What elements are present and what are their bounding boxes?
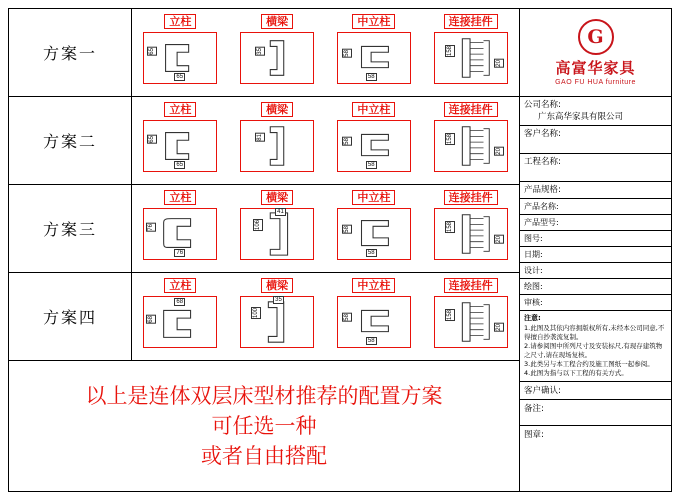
bracket-profile-icon — [435, 297, 507, 347]
part-cell-bracket[interactable] — [422, 97, 519, 184]
dimension-horizontal: 58 — [367, 162, 375, 168]
part-title: 横梁 — [261, 14, 293, 29]
dimension-horizontal: 58 — [367, 74, 375, 80]
part-title: 中立柱 — [352, 278, 395, 293]
notice-line: 1.此图及其依内容拥版权所有,未经本公司同意,不得擅自抄袭流复制。 — [524, 324, 665, 341]
dimension-secondary: 20 — [495, 148, 502, 155]
part-drawing — [240, 296, 314, 348]
dimension-secondary: 20 — [495, 60, 502, 67]
part-drawing — [337, 208, 411, 260]
part-drawing — [143, 296, 217, 348]
part-cell-mid-post[interactable] — [326, 185, 423, 272]
notice-title: 注意: — [524, 314, 541, 322]
field-label: 日期: — [524, 250, 543, 259]
dimension-vertical: 58 — [343, 314, 350, 321]
option-label: 方案二 — [9, 97, 132, 184]
field-drawing-no[interactable] — [520, 231, 671, 247]
title-block — [519, 9, 671, 491]
part-title: 连接挂件 — [444, 278, 498, 293]
part-cell-mid-post[interactable] — [326, 273, 423, 360]
option-label: 方案三 — [9, 185, 132, 272]
dimension-vertical: 65 — [149, 136, 156, 143]
company-logo — [520, 9, 671, 97]
dimension-horizontal: 41 — [277, 209, 284, 215]
customer-confirm-field[interactable]: 客户确认: — [520, 382, 671, 400]
part-cell-mid-post[interactable] — [326, 97, 423, 184]
dimension-secondary: 20 — [495, 324, 502, 331]
part-title: 中立柱 — [352, 14, 395, 29]
part-drawing — [337, 296, 411, 348]
beam-profile-icon — [241, 33, 313, 83]
dimension-vertical: 81 — [257, 134, 264, 141]
part-title: 立柱 — [164, 14, 196, 29]
field-company[interactable] — [520, 97, 671, 126]
part-cell-beam[interactable] — [229, 97, 326, 184]
part-cell-beam[interactable] — [229, 273, 326, 360]
field-product-name[interactable] — [520, 199, 671, 215]
dimension-horizontal: 65 — [176, 74, 184, 80]
part-drawing — [143, 32, 217, 84]
field-designer[interactable] — [520, 263, 671, 279]
part-cell-post[interactable] — [132, 97, 229, 184]
bracket-profile-icon — [435, 33, 507, 83]
company-name-en: GAO FU HUA furniture — [555, 79, 636, 86]
field-label: 公司名称: — [524, 100, 561, 110]
field-label: 产品型号: — [524, 218, 559, 227]
part-cell-bracket[interactable] — [422, 273, 519, 360]
logo-mark-letter: G — [587, 25, 604, 48]
part-title: 横梁 — [261, 102, 293, 117]
dimension-vertical: 58 — [343, 226, 350, 233]
part-title: 中立柱 — [352, 190, 395, 205]
dimension-vertical: 58 — [343, 138, 350, 145]
field-project[interactable] — [520, 154, 671, 182]
part-drawing — [240, 208, 314, 260]
info-fields — [520, 97, 671, 311]
field-checker[interactable] — [520, 295, 671, 311]
note-line-2: 可任选一种 — [211, 414, 317, 438]
option-cells — [132, 9, 519, 96]
part-drawing — [434, 208, 508, 260]
dimension-vertical: 100 — [253, 308, 260, 319]
part-drawing — [434, 32, 508, 84]
summary-note — [9, 361, 519, 491]
notice-line: 3.此类另与本工程合约及施工图纸一起参阅。 — [524, 360, 654, 368]
part-title: 连接挂件 — [444, 14, 498, 29]
part-title: 中立柱 — [352, 102, 395, 117]
notice-line: 4.此图为指与以下工程的有关方式。 — [524, 369, 628, 377]
field-label: 产品规格: — [524, 185, 561, 195]
sheet-content — [9, 9, 671, 491]
part-cell-post[interactable] — [132, 273, 229, 360]
part-drawing — [434, 296, 508, 348]
part-cell-beam[interactable] — [229, 9, 326, 96]
dimension-horizontal: 58 — [367, 338, 375, 344]
option-cells — [132, 273, 519, 360]
part-title: 连接挂件 — [444, 190, 498, 205]
part-title: 连接挂件 — [444, 102, 498, 117]
field-label: 工程名称: — [524, 157, 561, 167]
logo-mark-icon — [578, 19, 614, 55]
part-drawing — [143, 208, 217, 260]
notice-line: 2.请参阅图中所列尺寸及安装标尺,有现存建筑物之尺寸,请在现场复核。 — [524, 342, 663, 359]
dimension-vertical: 35 — [257, 48, 264, 55]
beam-profile-icon — [241, 121, 313, 171]
field-label: 设计: — [524, 266, 543, 275]
field-label: 产品名称: — [524, 202, 559, 211]
part-cell-mid-post[interactable] — [326, 9, 423, 96]
option-label: 方案四 — [9, 273, 132, 360]
field-customer[interactable] — [520, 126, 671, 154]
dimension-horizontal: 65 — [176, 162, 184, 168]
part-drawing — [337, 32, 411, 84]
part-drawing — [434, 120, 508, 172]
dimension-vertical: 68 — [148, 316, 155, 323]
remark-field[interactable]: 备注: — [520, 400, 671, 426]
notice-block — [520, 311, 671, 382]
field-date[interactable] — [520, 247, 671, 263]
stamp-field[interactable]: 图章: — [524, 430, 544, 440]
field-product-model[interactable] — [520, 215, 671, 231]
field-label: 客户名称: — [524, 129, 561, 139]
option-row[interactable] — [9, 273, 519, 361]
dimension-secondary: 20 — [495, 236, 502, 243]
dimension-vertical: 65 — [149, 48, 156, 55]
option-row[interactable] — [9, 9, 519, 97]
options-column — [9, 9, 519, 491]
part-drawing — [143, 120, 217, 172]
dimension-vertical: 158 — [446, 134, 453, 145]
note-line-1: 以上是连体双层床型材推荐的配置方案 — [85, 384, 443, 408]
part-drawing — [240, 32, 314, 84]
dimension-vertical: 158 — [446, 310, 453, 321]
part-cell-bracket[interactable] — [422, 9, 519, 96]
dimension-horizontal: 68 — [176, 299, 184, 305]
part-cell-post[interactable] — [132, 9, 229, 96]
part-cell-bracket[interactable] — [422, 185, 519, 272]
part-cell-beam[interactable] — [229, 185, 326, 272]
dimension-vertical: 58 — [343, 50, 350, 57]
field-spec[interactable] — [520, 182, 671, 199]
option-label: 方案一 — [9, 9, 132, 96]
option-cells — [132, 185, 519, 272]
bracket-profile-icon — [435, 209, 507, 259]
part-title: 立柱 — [164, 190, 196, 205]
field-label: 审核: — [524, 298, 543, 307]
dimension-horizontal: 35 — [275, 297, 282, 303]
field-drafter[interactable] — [520, 279, 671, 295]
option-row[interactable] — [9, 97, 519, 185]
dimension-vertical: 106 — [255, 220, 262, 231]
part-title: 横梁 — [261, 278, 293, 293]
option-row[interactable] — [9, 185, 519, 273]
dimension-horizontal: 58 — [367, 250, 375, 256]
dimension-vertical: 158 — [446, 222, 453, 233]
field-label: 图号: — [524, 234, 543, 243]
option-cells — [132, 97, 519, 184]
part-title: 立柱 — [164, 278, 196, 293]
beam-profile-icon — [241, 297, 313, 347]
bracket-profile-icon — [435, 121, 507, 171]
dimension-horizontal: 76 — [176, 250, 184, 256]
field-label: 绘图: — [524, 282, 543, 291]
part-title: 横梁 — [261, 190, 293, 205]
company-name-cn: 高富华家具 — [555, 59, 636, 77]
note-line-3: 或者自由搭配 — [201, 444, 327, 468]
part-cell-post[interactable] — [132, 185, 229, 272]
part-title: 立柱 — [164, 102, 196, 117]
part-drawing — [337, 120, 411, 172]
beam-profile-icon — [241, 209, 313, 259]
dimension-vertical: 76 — [148, 224, 155, 231]
field-value: 广东高华家具有限公司 — [538, 112, 624, 122]
dimension-vertical: 158 — [446, 46, 453, 57]
part-drawing — [240, 120, 314, 172]
